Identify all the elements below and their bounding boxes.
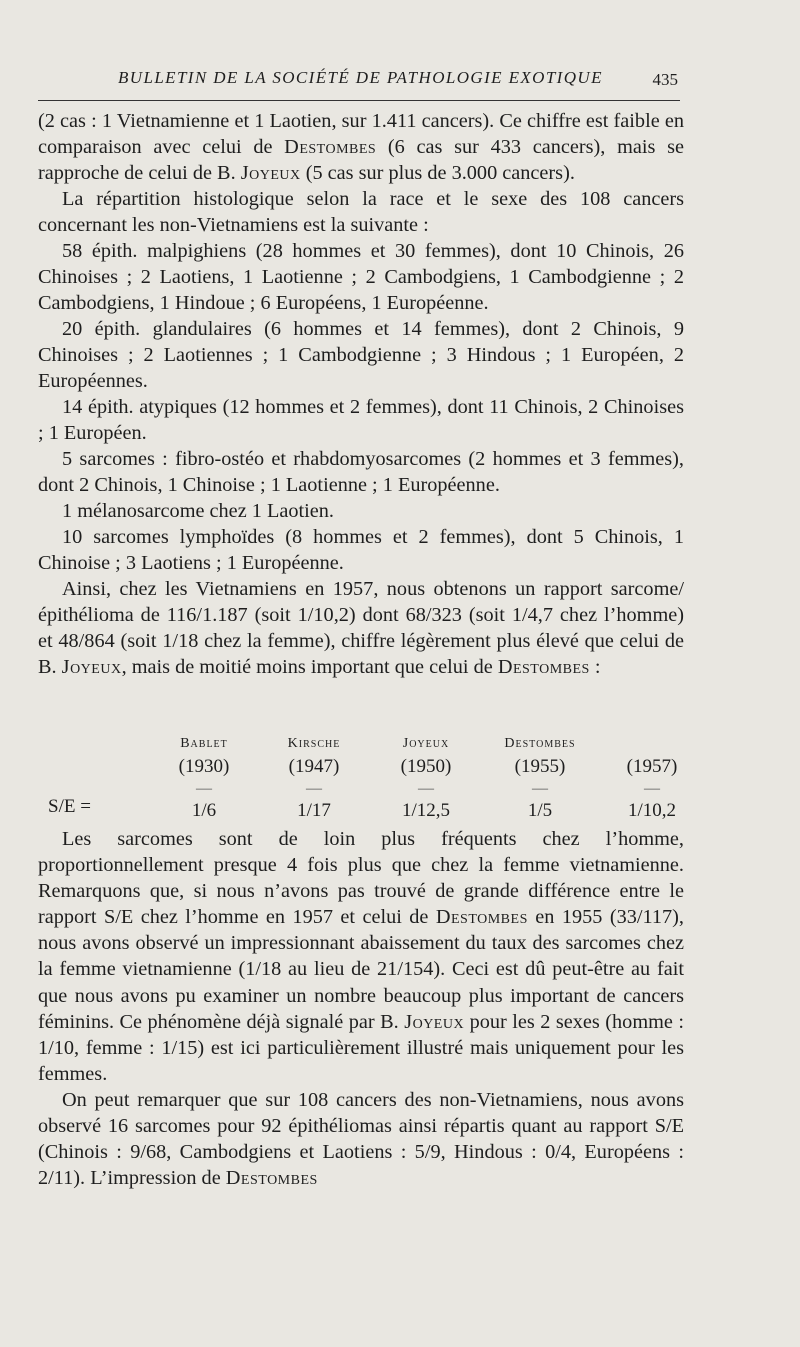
year-label: (1947) [288, 756, 340, 777]
paragraph [38, 826, 684, 1087]
author-name-header: Destombes [504, 736, 576, 751]
text-run: 20 épith. glandulaires (6 hommes et 14 femmes), dont 2 Chinois, 9 Chinoises ; 2 Laotiennes ; 1 Cambodgienne ; 3 Hindous ; 1 Européen, 2 Européennes. [38, 318, 684, 392]
year-label: (1955) [514, 756, 566, 777]
text-run: On peut remarquer que sur 108 cancers des non-Vietnamiens, nous avons observé 16 sarcomes pour 92 épithéliomas ainsi répartis quant au rapport S/E (Chinois : 9/68, Cambodgiens et Laotiens : 5/9, Hindous : 0/4, Européens : 2/11). L’impression de [38, 1088, 684, 1190]
author-name-header: Kirsche [287, 736, 341, 751]
text-run: (2 cas : 1 Vietnamienne et 1 Laotien, sur 1.411 cancers). Ce chiffre est faible en comparaison avec celui de [38, 110, 684, 158]
dash-separator: — [418, 780, 434, 797]
author-name-header: Joyeux [402, 736, 450, 751]
author-name: Destombes [435, 906, 528, 929]
paragraph [38, 1087, 684, 1191]
paragraph [38, 186, 684, 238]
author-name: Joyeux [240, 162, 301, 184]
ratio-column [366, 736, 486, 822]
text-run: Ainsi, chez les Vietnamiens en 1957, nous obtenons un rapport sarcome/épithélioma de 116/1.187 (soit 1/10,2) dont 68/323 (soit 1/4,7 chez l’homme) et 48/864 (soit 1/18 chez la femme), chiffre légèrement plus élevé que celui de B. [38, 578, 684, 678]
year-label: (1950) [400, 756, 452, 777]
text-run: Les sarcomes sont de loin plus fréquents chez l’homme, proportionnellement presque 4 fois plus que chez la femme vietnamienne. Remarquons que, si nous n’avons pas trouvé de grande différence entre le rapport S/E chez l’homme en 1957 et celui de [38, 828, 684, 929]
ratio-value: 1/6 [191, 800, 217, 821]
ratio-column [480, 736, 600, 822]
year-label: (1957) [626, 756, 678, 777]
dash-separator: — [644, 780, 660, 797]
text-run: 1 mélanosarcome chez 1 Laotien. [62, 500, 334, 522]
body-text-bottom [38, 826, 684, 1191]
ratio-value: 1/17 [297, 800, 331, 821]
author-name: Destombes [225, 1167, 318, 1190]
text-run: en 1955 (33/117), nous avons observé un impressionnant abaissement du taux des sarcomes chez la femme vietnamienne (1/18 au lieu de 21/154). Ceci est dû peut-être au fait que nous avons pu examiner un nombre beaucoup plus important de cancers féminins. Ce phénomène déjà signalé par B. [38, 906, 684, 1033]
text-run: 58 épith. malpighiens (28 hommes et 30 femmes), dont 10 Chinois, 26 Chinoises ; 2 Laotiens, 1 Laotienne ; 2 Cambodgiens, 1 Cambodgienne ; 2 Cambodgiens, 1 Hindoue ; 6 Européens, 1 Européenne. [38, 240, 684, 314]
text-run: (6 cas sur 433 cancers), mais se rapproche de celui de B. [38, 136, 684, 184]
dash-separator: — [196, 780, 212, 797]
paragraph [38, 316, 684, 394]
ratio-row-label: S/E = [48, 796, 91, 817]
author-name: Joyeux [61, 656, 122, 678]
paragraph [38, 108, 684, 186]
ratio-value: 1/10,2 [627, 800, 677, 821]
dash-separator: — [532, 780, 548, 797]
ratio-column [144, 736, 264, 822]
author-name: Destombes [497, 656, 590, 678]
text-run: , mais de moitié moins important que celui de [121, 656, 498, 678]
paragraph [38, 238, 684, 316]
page-number: 435 [652, 70, 678, 89]
text-run: 10 sarcomes lymphoïdes (8 hommes et 2 femmes), dont 5 Chinois, 1 Chinoise ; 3 Laotiens ; 1 Européenne. [38, 526, 684, 574]
ratio-table [0, 730, 800, 830]
year-label: (1930) [178, 756, 230, 777]
paragraph [38, 446, 684, 498]
text-run: (5 cas sur plus de 3.000 cancers). [300, 162, 575, 184]
text-run: pour les 2 sexes (homme : 1/10, femme : 1/15) est ici particulièrement illustré mais uniquement pour les femmes. [38, 1010, 684, 1085]
paragraph [38, 576, 684, 680]
ratio-column [592, 736, 712, 822]
text-run: : [589, 656, 601, 678]
running-header [38, 64, 680, 101]
author-name: Destombes [284, 136, 377, 158]
paragraph [38, 498, 684, 524]
ratio-value: 1/12,5 [401, 800, 451, 821]
author-name: Joyeux [404, 1010, 465, 1033]
text-run: La répartition histologique selon la race et le sexe des 108 cancers concernant les non-Vietnamiens est la suivante : [38, 188, 684, 236]
text-run: 14 épith. atypiques (12 hommes et 2 femmes), dont 11 Chinois, 2 Chinoises ; 1 Européen. [38, 396, 684, 444]
ratio-column [254, 736, 374, 822]
dash-separator: — [306, 780, 322, 797]
text-run: 5 sarcomes : fibro-ostéo et rhabdomyosarcomes (2 hommes et 3 femmes), dont 2 Chinois, 1 Chinoise ; 1 Laotienne ; 1 Européenne. [38, 448, 684, 496]
author-name-header: Bablet [180, 736, 228, 751]
author-name-header [592, 736, 712, 756]
journal-title: BULLETIN DE LA SOCIÉTÉ DE PATHOLOGIE EXOTIQUE [118, 68, 603, 87]
ratio-value: 1/5 [527, 800, 553, 821]
paragraph [38, 394, 684, 446]
paragraph [38, 524, 684, 576]
body-text-top [38, 108, 684, 680]
